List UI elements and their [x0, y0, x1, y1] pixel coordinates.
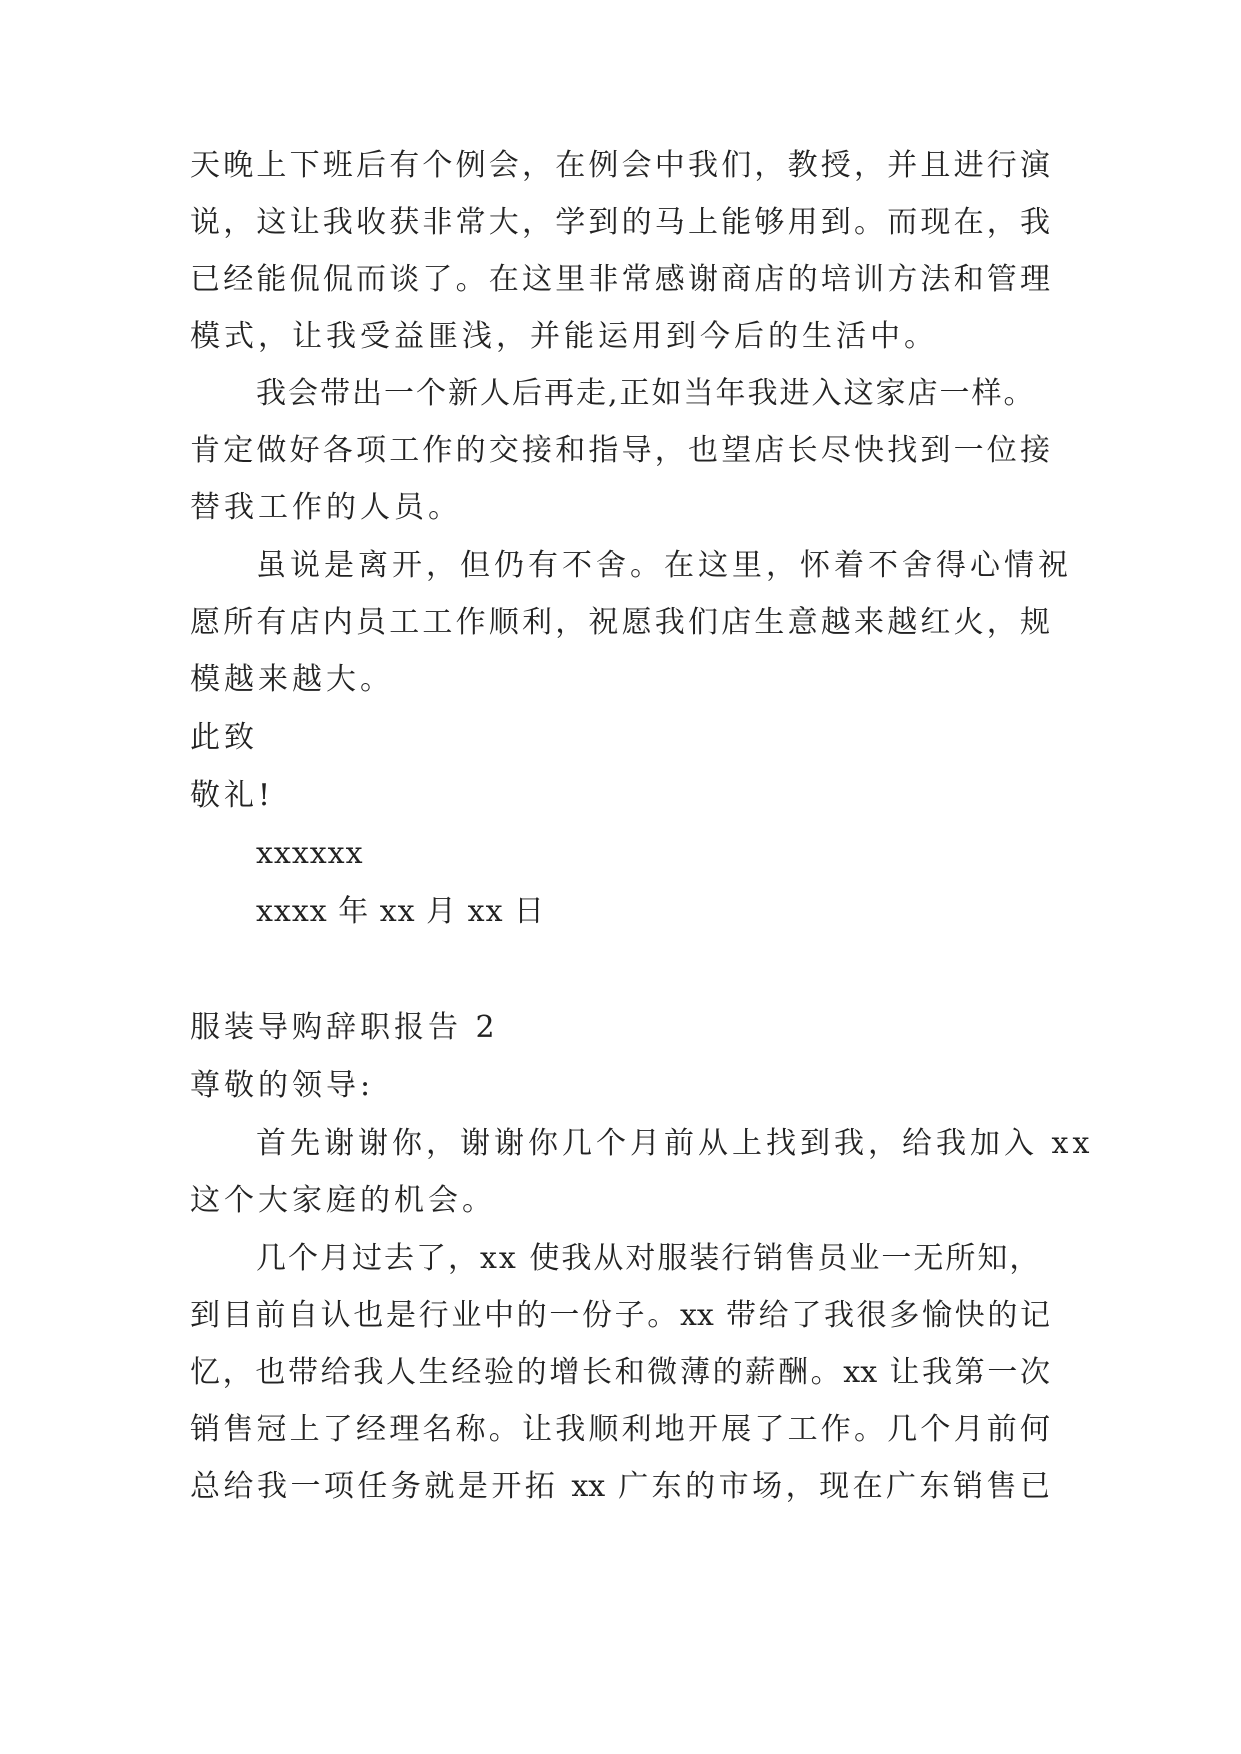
signature-name: xxxxxx [256, 836, 364, 871]
text-line: 总给我一项任务就是开拓 xx 广东的市场，现在广东销售已 [190, 1469, 1050, 1504]
text-line: 这个大家庭的机会。 [190, 1183, 496, 1218]
greeting: 尊敬的领导: [190, 1068, 375, 1103]
paragraph-start: 首先谢谢你，谢谢你几个月前从上找到我，给我加入 xx [256, 1126, 1094, 1161]
text-line: 模式，让我受益匪浅，并能运用到今后的生活中。 [190, 319, 938, 354]
text-line: 模越来越大。 [190, 662, 394, 697]
text-line: 肯定做好各项工作的交接和指导，也望店长尽快找到一位接 [190, 433, 1050, 468]
text-line: 替我工作的人员。 [190, 490, 462, 525]
signature-date: xxxx 年 xx 月 xx 日 [256, 894, 546, 929]
paragraph-start: 我会带出一个新人后再走,正如当年我进入这家店一样。 [256, 376, 1036, 411]
closing-regards: 敬礼! [190, 778, 275, 813]
text-line: 忆，也带给我人生经验的增长和微薄的薪酬。xx 让我第一次 [190, 1355, 1050, 1390]
text-line: 愿所有店内员工工作顺利，祝愿我们店生意越来越红火，规 [190, 605, 1050, 640]
paragraph-start: 几个月过去了，xx 使我从对服装行销售员业一无所知， [256, 1241, 1042, 1276]
text-line: 天晚上下班后有个例会，在例会中我们，教授，并且进行演 [190, 148, 1050, 183]
paragraph-start: 虽说是离开，但仍有不舍。在这里，怀着不舍得心情祝 [256, 548, 1072, 583]
text-line: 说，这让我收获非常大，学到的马上能够用到。而现在，我 [190, 205, 1050, 240]
section-title: 服装导购辞职报告 2 [190, 1010, 499, 1045]
text-line: 到目前自认也是行业中的一份子。xx 带给了我很多愉快的记 [190, 1298, 1050, 1333]
text-line: 销售冠上了经理名称。让我顺利地开展了工作。几个月前何 [190, 1412, 1050, 1447]
closing-salutation: 此致 [190, 720, 258, 755]
text-line: 已经能侃侃而谈了。在这里非常感谢商店的培训方法和管理 [190, 262, 1050, 297]
